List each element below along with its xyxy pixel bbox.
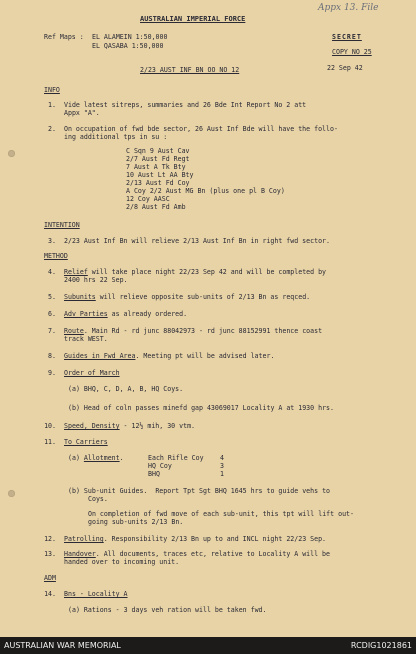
para5-heading: Subunits — [64, 293, 96, 301]
troop-item: 2/7 Aust Fd Regt — [126, 155, 190, 163]
classification: SECRET — [332, 33, 362, 41]
para4-line2: 2400 hrs 22 Sep. — [64, 276, 128, 284]
copy-number: COPY NO 25 — [332, 48, 372, 56]
troop-item: 12 Coy AASC — [126, 195, 170, 203]
troop-item: C Sqn 9 Aust Cav — [126, 147, 190, 155]
troop-item: 2/13 Aust Fd Coy — [126, 179, 190, 187]
para-number: 10. — [44, 422, 56, 430]
para7-text — [64, 327, 322, 335]
para11-heading: To Carriers — [64, 438, 108, 446]
para11-c-line1: On completion of fwd move of each sub-unit, this tpt will lift out- — [88, 510, 354, 518]
para13-text — [64, 550, 330, 558]
order-title: 2/23 AUST INF BN OO NO 12 — [140, 66, 240, 74]
footer-id: RCDIG1021861 — [350, 641, 412, 650]
para11-b-line1: (b) Sub-unit Guides. Report Tpt Sgt BHQ 1645 hrs to guide vehs to — [68, 487, 331, 495]
para14-heading: Bns - Locality A — [64, 590, 128, 598]
para11-b-line2: Coys. — [88, 495, 108, 503]
footer-source: AUSTRALIAN WAR MEMORIAL — [4, 641, 121, 650]
para-number: 7. — [48, 327, 56, 335]
para13-heading: Handover — [64, 550, 96, 558]
para5-text — [64, 293, 310, 301]
para-number: 12. — [44, 535, 56, 543]
para13-line2: handed over to incoming unit. — [64, 558, 180, 566]
para8-text — [64, 352, 274, 360]
allot-qty: 4 — [220, 454, 224, 462]
allot-qty: 3 — [220, 462, 224, 470]
para-number: 4. — [48, 268, 56, 276]
ref-map-2: EL QASABA 1:50,000 — [92, 42, 164, 50]
para-number: 14. — [44, 590, 56, 598]
order-date: 22 Sep 42 — [327, 64, 363, 72]
para-number: 9. — [48, 369, 56, 377]
para6-body: as already ordered. — [107, 310, 188, 318]
para-number: 13. — [44, 550, 56, 558]
para7-line1: . Main Rd - rd junc 88042973 - rd junc 88152991 thence coast — [83, 327, 323, 335]
para-number: 3. — [48, 237, 56, 245]
section-method: METHOD — [44, 252, 68, 260]
para-number: 8. — [48, 352, 56, 360]
para9-a: (a) BHQ, C, D, A, B, HQ Coys. — [68, 385, 184, 393]
para4-text — [64, 268, 326, 276]
ref-maps-label: Ref Maps : — [44, 33, 84, 41]
para10-body: - 12½ mih, 30 vtm. — [119, 422, 196, 430]
force-title: AUSTRALIAN IMPERIAL FORCE — [140, 15, 246, 23]
punch-hole-top — [8, 150, 15, 157]
para12-heading: Patrolling — [64, 535, 104, 543]
para-number: 6. — [48, 310, 56, 318]
punch-hole-bottom — [8, 490, 15, 497]
section-adm: ADM — [44, 574, 56, 582]
section-intention: INTENTION — [44, 221, 80, 229]
troop-item: A Coy 2/2 Aust MG Bn (plus one pl B Coy) — [126, 187, 285, 195]
para14-a: (a) Rations - 3 days veh ration will be taken fwd. — [68, 606, 267, 614]
para11-a-heading: Allotment — [83, 454, 120, 462]
allot-unit: Each Rifle Coy — [148, 454, 204, 462]
para6-heading: Adv Parties — [64, 310, 108, 318]
troop-item: 2/8 Aust Fd Amb — [126, 203, 186, 211]
para8-heading: Guides in Fwd Area — [64, 352, 136, 360]
allot-qty: 1 — [220, 470, 224, 478]
para12-body: . Responsibility 2/13 Bn up to and INCL night 22/23 Sep. — [103, 535, 327, 543]
ref-map-1: EL ALAMEIN 1:50,000 — [92, 33, 168, 41]
para12-text — [64, 535, 326, 543]
para7-heading: Route — [64, 327, 84, 335]
troop-item: 10 Aust Lt AA Bty — [126, 171, 194, 179]
para-number: 5. — [48, 293, 56, 301]
para7-line2: track WEST. — [64, 335, 108, 343]
para9-heading: Order of March — [64, 369, 120, 377]
para3-text: 2/23 Aust Inf Bn will relieve 2/13 Aust Inf Bn in right fwd sector. — [64, 237, 330, 245]
handwritten-annotation: Appx 13. File — [318, 3, 379, 13]
para10-text — [64, 422, 195, 430]
para5-body: will relieve opposite sub-units of 2/13 Bn as reqced. — [95, 293, 311, 301]
para9-b: (b) Head of coln passes minefd gap 43069017 Locality A at 1930 hrs. — [68, 404, 334, 412]
allot-unit: HQ Coy — [148, 462, 172, 470]
para8-body: . Meeting pt will be advised later. — [135, 352, 275, 360]
para11-c-line2: going sub-units 2/13 Bn. — [88, 518, 184, 526]
archive-footer — [0, 637, 416, 654]
para1-line1: Vide latest sitreps, summaries and 26 Bde Int Report No 2 att — [64, 101, 307, 109]
para10-heading: Speed, Density — [64, 422, 120, 430]
allot-unit: BHQ — [148, 470, 160, 478]
para4-heading: Relief — [64, 268, 88, 276]
para2-line2: ing additional tps in su : — [64, 133, 168, 141]
section-info: INFO — [44, 86, 60, 94]
para6-text — [64, 310, 187, 318]
para11-a: (a) Allotment. — [68, 454, 124, 462]
para1-line2: Appx "A". — [64, 109, 100, 117]
para4-line1: will take place night 22/23 Sep 42 and will be completed by — [87, 268, 327, 276]
para-number: 2. — [48, 125, 56, 133]
troop-item: 7 Aust A Tk Bty — [126, 163, 186, 171]
para-number: 1. — [48, 101, 56, 109]
para-number: 11. — [44, 438, 56, 446]
para2-line1: On occupation of fwd bde sector, 26 Aust Inf Bde will have the follo- — [64, 125, 338, 133]
para13-line1: . All documents, traces etc, relative to Locality A will be — [95, 550, 330, 558]
